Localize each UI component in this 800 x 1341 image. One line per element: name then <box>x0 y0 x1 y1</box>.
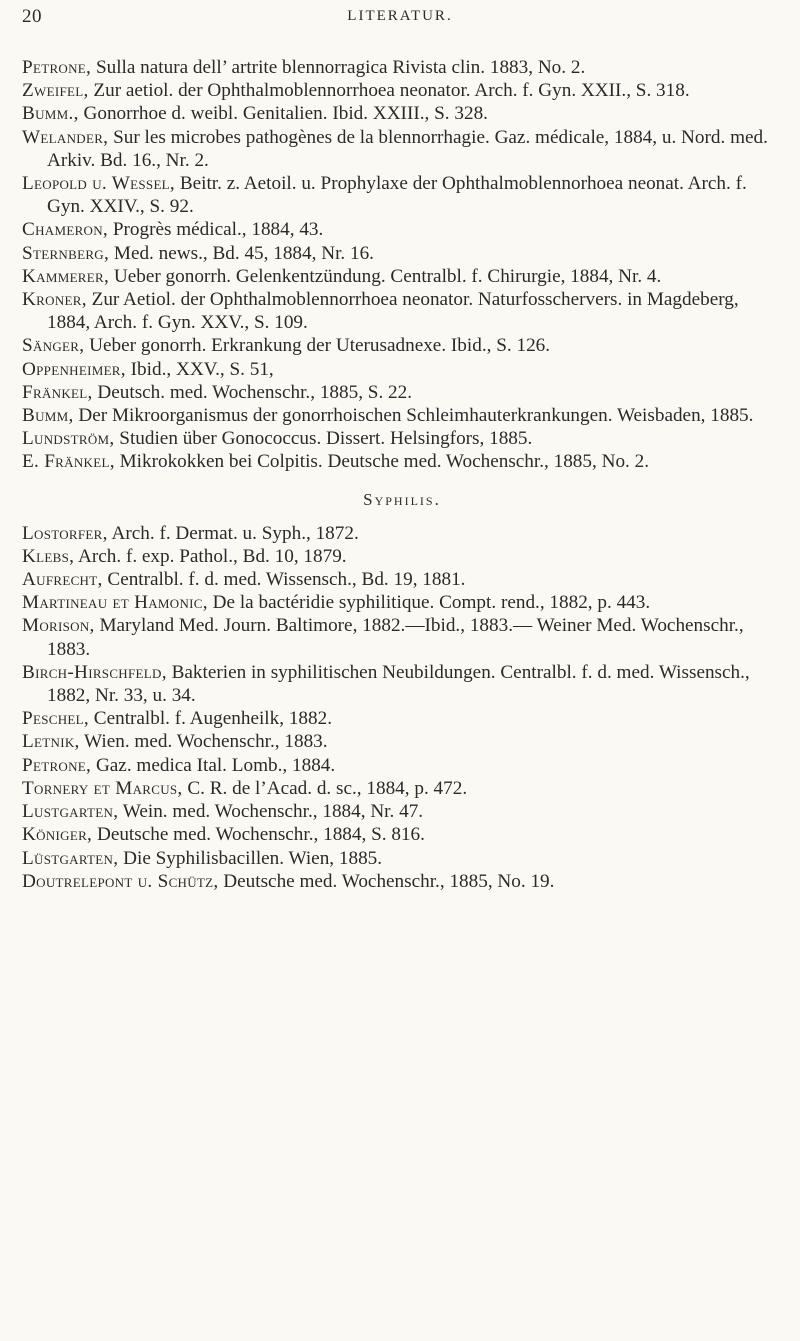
reference-author: Zweifel, <box>22 80 89 102</box>
reference-author: Kammerer, <box>22 265 110 287</box>
reference-author: E. Fränkel, <box>22 451 115 473</box>
reference-text: Med. news., Bd. 45, 1884, Nr. 16. <box>109 242 374 264</box>
reference-author: Königer, <box>22 824 93 846</box>
reference-text: C. R. de l’Acad. d. sc., 1884, p. 472. <box>182 777 468 799</box>
reference-entry <box>22 334 782 357</box>
reference-text: Wien. med. Wochenschr., 1883. <box>79 731 328 753</box>
page-header <box>0 6 800 38</box>
reference-text: Zur Aetiol. der Ophthalmoblennorrhoea neonator. Naturfosschervers. in Magdeberg, 1884, Arch. f. Gyn. XXV., S. 109. <box>47 289 739 334</box>
reference-author: Sänger, <box>22 335 85 357</box>
reference-author: Bumm, <box>22 405 74 427</box>
reference-entry <box>22 661 782 707</box>
reference-text: Centralbl. f. d. med. Wissensch., Bd. 19, 1881. <box>102 569 466 591</box>
reference-author: Tornery et Marcus, <box>22 777 183 799</box>
reference-text: Centralbl. f. Augenheilk, 1882. <box>88 708 332 730</box>
reference-author: Oppenheimer, <box>22 358 126 380</box>
reference-text: Gaz. medica Ital. Lomb., 1884. <box>91 754 336 776</box>
reference-text: Sulla natura dell’ artrite blennorragica Rivista clin. 1883, No. 2. <box>91 57 586 78</box>
reference-text: Maryland Med. Journ. Baltimore, 1882.—Ibid., 1883.— Weiner Med. Wochenschr., 1883. <box>47 615 744 660</box>
reference-text: Beitr. z. Aetoil. u. Prophylaxe der Ophthalmoblennorhoea neonat. Arch. f. Gyn. XXIV., S. 92. <box>47 173 747 218</box>
reference-author: Lundström, <box>22 428 115 450</box>
reference-entry <box>22 102 782 125</box>
reference-entry <box>22 568 782 591</box>
section-heading-syphilis: Syphilis. <box>363 489 441 509</box>
reference-entry <box>22 800 782 823</box>
reference-author: Leopold u. Wessel, <box>22 173 176 195</box>
reference-author: Lüstgarten, <box>22 847 119 869</box>
reference-author: Petrone, <box>22 57 92 78</box>
reference-author: Lustgarten, <box>22 801 119 823</box>
reference-author: Peschel, <box>22 708 89 730</box>
reference-author: Bumm., <box>22 103 79 125</box>
reference-entry <box>22 404 782 427</box>
reference-author: Doutrelepont u. Schütz, <box>22 870 219 892</box>
reference-entry <box>22 56 782 79</box>
reference-text: Progrès médical., 1884, 43. <box>108 219 324 241</box>
reference-entry <box>22 427 782 450</box>
reference-entry <box>22 777 782 800</box>
reference-text: Deutsche med. Wochenschr., 1884, S. 816. <box>92 824 425 846</box>
reference-text: Arch. f. exp. Pathol., Bd. 10, 1879. <box>74 545 347 567</box>
bibliography <box>22 56 782 893</box>
reference-text: Arch. f. Dermat. u. Syph., 1872. <box>107 522 359 544</box>
reference-text: Mikrokokken bei Colpitis. Deutsche med. Wochenschr., 1885, No. 2. <box>114 451 650 473</box>
reference-entry <box>22 522 782 545</box>
gonorrhoe-reference-list <box>22 56 782 474</box>
running-head: LITERATUR. <box>347 8 453 24</box>
reference-text: Wein. med. Wochenschr., 1884, Nr. 47. <box>118 801 424 823</box>
reference-entry <box>22 450 782 473</box>
reference-text: Sur les microbes pathogènes de la blennorrhagie. Gaz. médicale, 1884, u. Nord. med. Arkiv. Bd. 16., Nr. 2. <box>47 126 768 171</box>
reference-text: Ueber gonorrh. Gelenkentzündung. Centralbl. f. Chirurgie, 1884, Nr. 4. <box>109 265 662 287</box>
reference-entry <box>22 381 782 404</box>
reference-entry <box>22 847 782 870</box>
reference-entry <box>22 288 782 334</box>
reference-entry <box>22 754 782 777</box>
reference-text: Deutsche med. Wochenschr., 1885, No. 19. <box>218 870 555 892</box>
reference-text: Ueber gonorrh. Erkrankung der Uterusadnexe. Ibid., S. 126. <box>84 335 551 357</box>
reference-author: Letnik, <box>22 731 80 753</box>
reference-text: Gonorrhoe d. weibl. Genitalien. Ibid. XXIII., S. 328. <box>78 103 488 125</box>
reference-entry <box>22 545 782 568</box>
page-number: 20 <box>22 6 42 27</box>
reference-entry <box>22 823 782 846</box>
reference-text: De la bactéridie syphilitique. Compt. rend., 1882, p. 443. <box>207 592 651 614</box>
reference-author: Welander, <box>22 126 109 148</box>
reference-text: Zur aetiol. der Ophthalmoblennorrhoea neonator. Arch. f. Gyn. XXII., S. 318. <box>88 80 690 102</box>
reference-author: Aufrecht, <box>22 569 103 591</box>
reference-entry <box>22 358 782 381</box>
reference-entry <box>22 172 782 218</box>
reference-entry <box>22 265 782 288</box>
reference-author: Fränkel, <box>22 381 93 403</box>
reference-entry <box>22 870 782 893</box>
reference-entry <box>22 707 782 730</box>
reference-text: Die Syphilisbacillen. Wien, 1885. <box>118 847 383 869</box>
reference-text: Deutsch. med. Wochenschr., 1885, S. 22. <box>92 381 413 403</box>
reference-entry <box>22 126 782 172</box>
reference-author: Petrone, <box>22 754 92 776</box>
reference-entry <box>22 218 782 241</box>
reference-author: Martineau et Hamonic, <box>22 592 208 614</box>
reference-text: Bakterien in syphilitischen Neubildungen. Centralbl. f. d. med. Wissensch., 1882, Nr. 33, u. 34. <box>47 661 750 707</box>
reference-entry <box>22 242 782 265</box>
reference-entry <box>22 591 782 614</box>
reference-entry <box>22 730 782 753</box>
syphilis-reference-list <box>22 522 782 893</box>
reference-text: Ibid., XXV., S. 51, <box>125 358 274 380</box>
reference-text: Studien über Gonococcus. Dissert. Helsingfors, 1885. <box>114 428 533 450</box>
reference-author: Klebs, <box>22 545 75 567</box>
reference-entry <box>22 614 782 660</box>
reference-author: Morison, <box>22 615 95 637</box>
reference-author: Kroner, <box>22 289 87 311</box>
reference-author: Birch-Hirschfeld, <box>22 661 167 683</box>
reference-author: Sternberg, <box>22 242 110 264</box>
reference-text: Der Mikroorganismus der gonorrhoischen Schleimhauterkrankungen. Weisbaden, 1885. <box>73 405 754 427</box>
reference-entry <box>22 79 782 102</box>
reference-author: Chameron, <box>22 219 109 241</box>
reference-author: Lostorfer, <box>22 522 108 544</box>
